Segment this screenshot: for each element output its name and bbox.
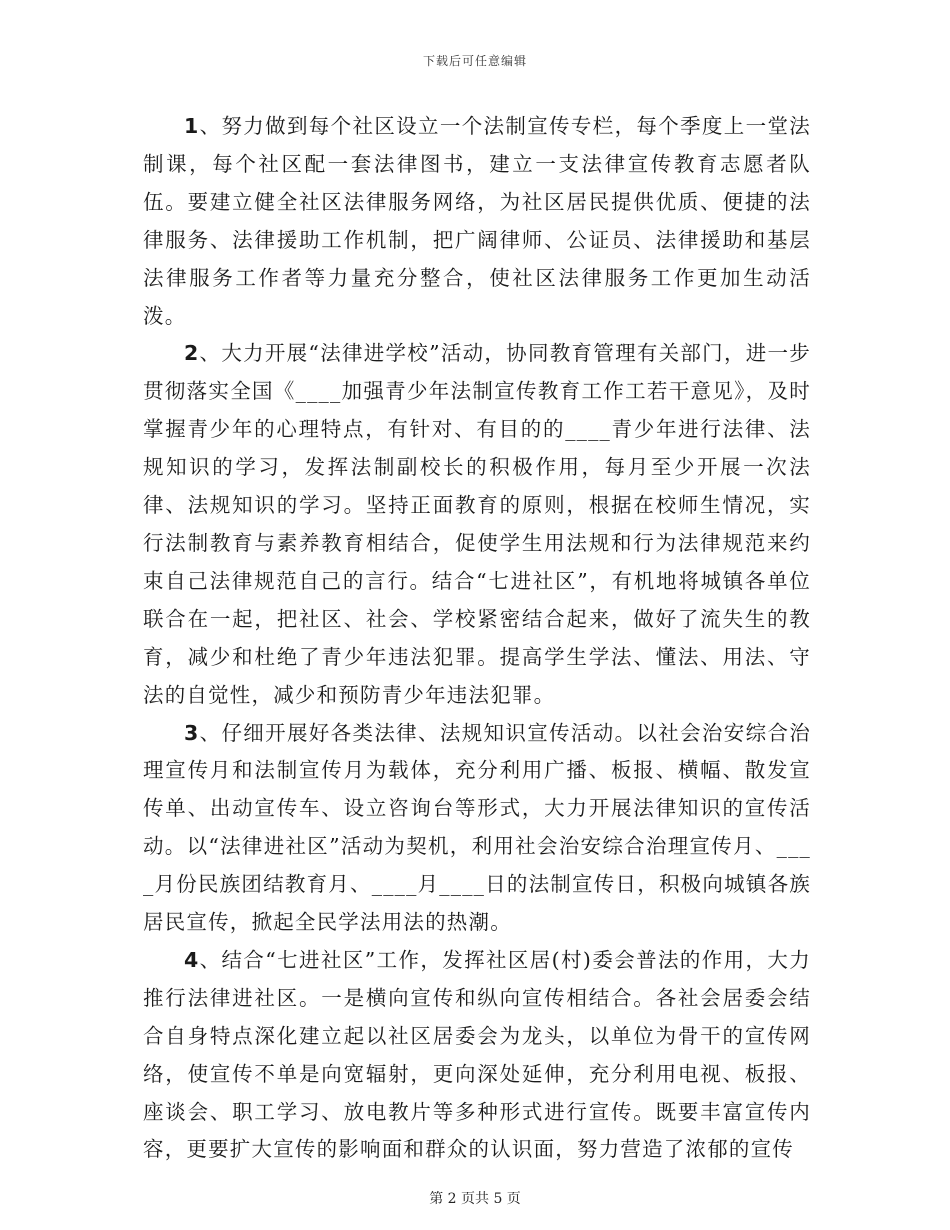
paragraph-text: 、结合“七进社区”工作，发挥社区居(村)委会普法的作用，大力推行法律进社区。一是横向宣传和纵向宣传相结合。各社会居委会结合自身特点深化建立起以社区居委会为龙头，以单位为骨干的宣传网络，使宣传不单是向宽辐射，更向深处延伸，充分利用电视、板报、座谈会、职工学习、放电教片等多种形式进行宣传。既要丰富宣传内容，更要扩大宣传的影响面和群众的认识面，努力营造了浓郁的宣传 (143, 947, 811, 1162)
paragraph-3 (143, 715, 811, 942)
page-footer: 第 2 页共 5 页 (429, 1191, 521, 1207)
paragraph-2 (143, 335, 811, 714)
paragraph-number: 3 (184, 720, 200, 745)
paragraph-number: 4 (184, 947, 200, 972)
paragraph-number: 1 (184, 114, 200, 138)
paragraph-4 (143, 942, 811, 1169)
paragraph-number: 2 (184, 341, 200, 366)
paragraph-text: 、大力开展“法律进学校”活动，协同教育管理有关部门，进一步贯彻落实全国《____加强青少年法制宣传教育工作工若干意见》，及时掌握青少年的心理特点，有针对、有目的的____青少年进行法律、法规知识的学习，发挥法制副校长的积极作用，每月至少开展一次法律、法规知识的学习。坚持正面教育的原则，根据在校师生情况，实行法制教育与素养教育相结合，促使学生用法规和行为法律规范来约束自己法律规范自己的言行。结合“七进社区”，有机地将城镇各单位联合在一起，把社区、社会、学校紧密结合起来，做好了流失生的教育，减少和杜绝了青少年违法犯罪。提高学生学法、懂法、用法、守法的自觉性，减少和预防青少年违法犯罪。 (143, 341, 811, 707)
paragraph-text: 、仔细开展好各类法律、法规知识宣传活动。以社会治安综合治理宣传月和法制宣传月为载体，充分利用广播、板报、横幅、散发宣传单、出动宣传车、设立咨询台等形式，大力开展法律知识的宣传活动。以“法律进社区”活动为契机，利用社会治安综合治理宣传月、____月份民族团结教育月、____月____日的法制宣传日，积极向城镇各族居民宣传，掀起全民学法用法的热潮。 (143, 720, 811, 935)
paragraph-text: 、努力做到每个社区设立一个法制宣传专栏，每个季度上一堂法制课，每个社区配一套法律图书，建立一支法律宣传教育志愿者队伍。要建立健全社区法律服务网络，为社区居民提供优质、便捷的法律服务、法律援助工作机制，把广阔律师、公证员、法律援助和基层法律服务工作者等力量充分整合，使社区法律服务工作更加生动活泼。 (143, 114, 811, 328)
page-header: 下载后可任意编辑 (422, 54, 527, 68)
paragraph-1 (143, 108, 811, 335)
document-body (143, 108, 811, 1169)
